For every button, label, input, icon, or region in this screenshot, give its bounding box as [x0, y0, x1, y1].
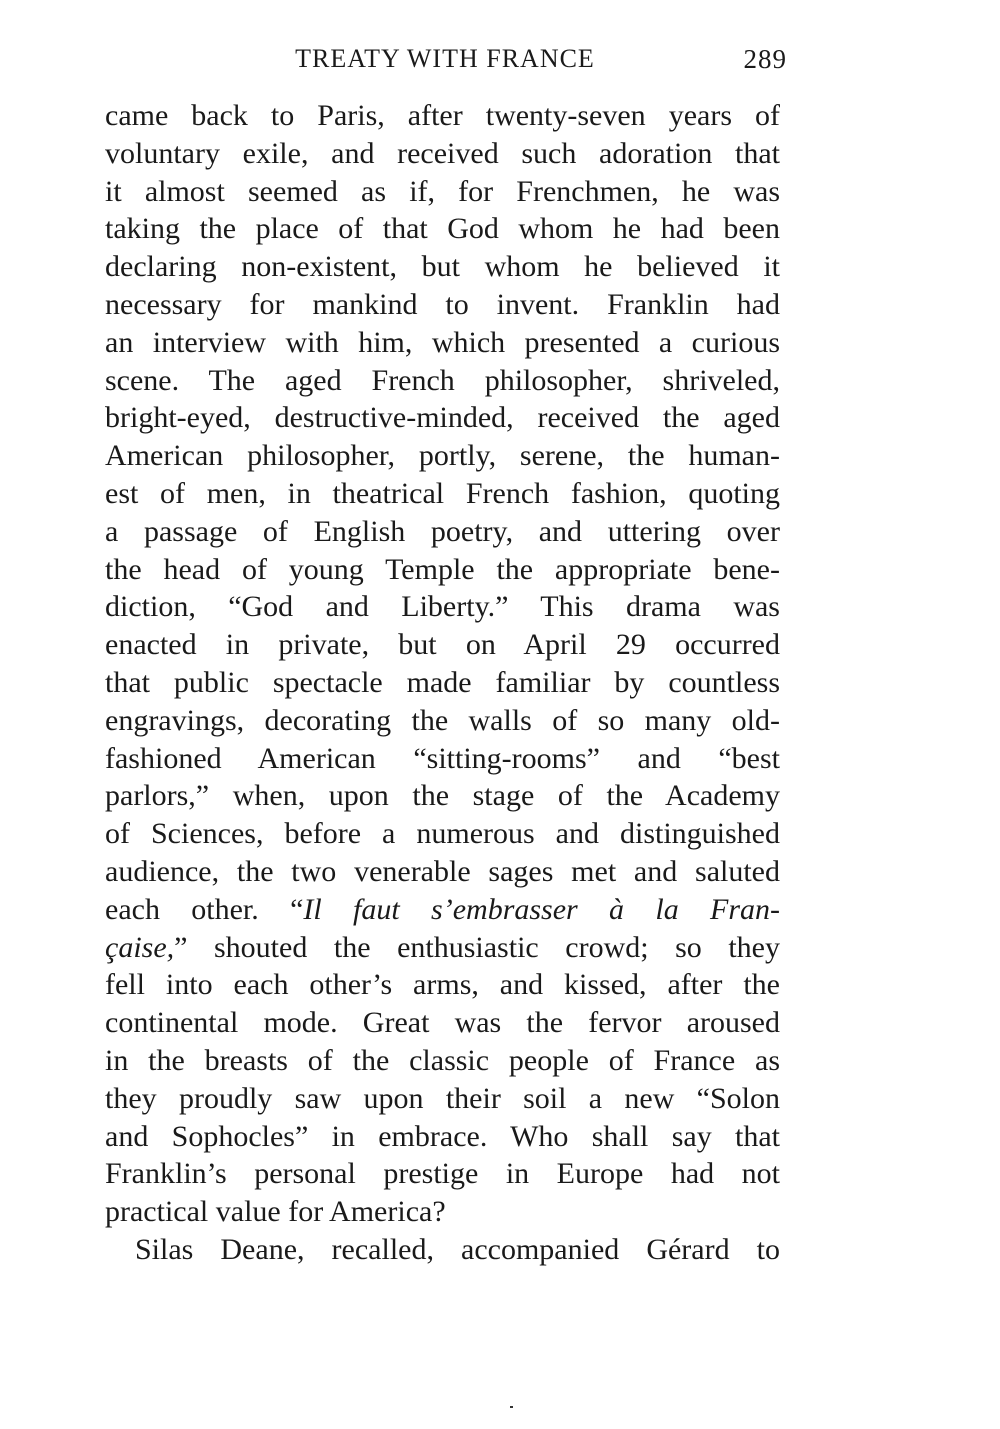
italic-quote: çaise,: [105, 930, 175, 964]
text-line: continental mode. Great was the fervor aroused: [105, 1006, 780, 1040]
text-line: est of men, in theatrical French fashion, quoting: [105, 476, 780, 510]
text-line: an interview with him, which presented a curious: [105, 325, 780, 359]
text-line: it almost seemed as if, for Frenchmen, he was: [105, 174, 780, 208]
text-line: necessary for mankind to invent. Franklin had: [105, 287, 780, 321]
text-line: [105, 929, 780, 967]
running-title: TREATY WITH FRANCE: [295, 44, 595, 73]
italic-quote: Il faut s’embrasser à la Fran-: [303, 892, 781, 926]
text-line: taking the place of that God whom he had been: [105, 212, 780, 246]
text-run: each other. “: [105, 892, 304, 926]
text-line: declaring non-existent, but whom he believed it: [105, 250, 780, 284]
text-line: enacted in private, but on April 29 occurred: [105, 628, 780, 662]
text-line: parlors,” when, upon the stage of the Academy: [105, 779, 780, 813]
text-line: fashioned American “sitting-rooms” and “best: [105, 741, 780, 775]
text-line: came back to Paris, after twenty-seven years of: [105, 99, 780, 132]
text-line: a passage of English poetry, and uttering over: [105, 514, 780, 548]
running-head: [105, 44, 785, 80]
text-line: audience, the two venerable sages met and saluted: [105, 854, 780, 888]
text-run: ” shouted the enthusiastic crowd; so they: [174, 930, 780, 964]
text-line: diction, “God and Liberty.” This drama was: [105, 590, 780, 624]
text-line: scene. The aged French philosopher, shriveled,: [105, 363, 780, 397]
text-line: [105, 891, 780, 929]
text-line: in the breasts of the classic people of France as: [105, 1043, 780, 1077]
paragraph: [105, 97, 780, 1231]
text-line: American philosopher, portly, serene, the human-: [105, 439, 780, 473]
text-line: they proudly saw upon their soil a new “Solon: [105, 1081, 780, 1115]
body-text: [105, 97, 780, 1269]
text-line: that public spectacle made familiar by countless: [105, 665, 780, 699]
text-line: of Sciences, before a numerous and distinguished: [105, 817, 780, 851]
text-line: practical value for America?: [105, 1195, 446, 1229]
text-line: engravings, decorating the walls of so many old-: [105, 703, 780, 737]
text-line: the head of young Temple the appropriate bene-: [105, 552, 780, 586]
text-line: fell into each other’s arms, and kissed, after the: [105, 968, 780, 1002]
text-line: and Sophocles” in embrace. Who shall say that: [105, 1119, 780, 1153]
text-line: bright-eyed, destructive-minded, received the aged: [105, 401, 780, 435]
text-line: Franklin’s personal prestige in Europe had not: [105, 1157, 780, 1191]
text-line: Silas Deane, recalled, accompanied Gérard to: [135, 1233, 780, 1267]
text-line: voluntary exile, and received such adoration that: [105, 136, 780, 170]
page-number: 289: [743, 44, 787, 74]
paragraph: [105, 1231, 780, 1269]
print-speck: [510, 1406, 513, 1408]
